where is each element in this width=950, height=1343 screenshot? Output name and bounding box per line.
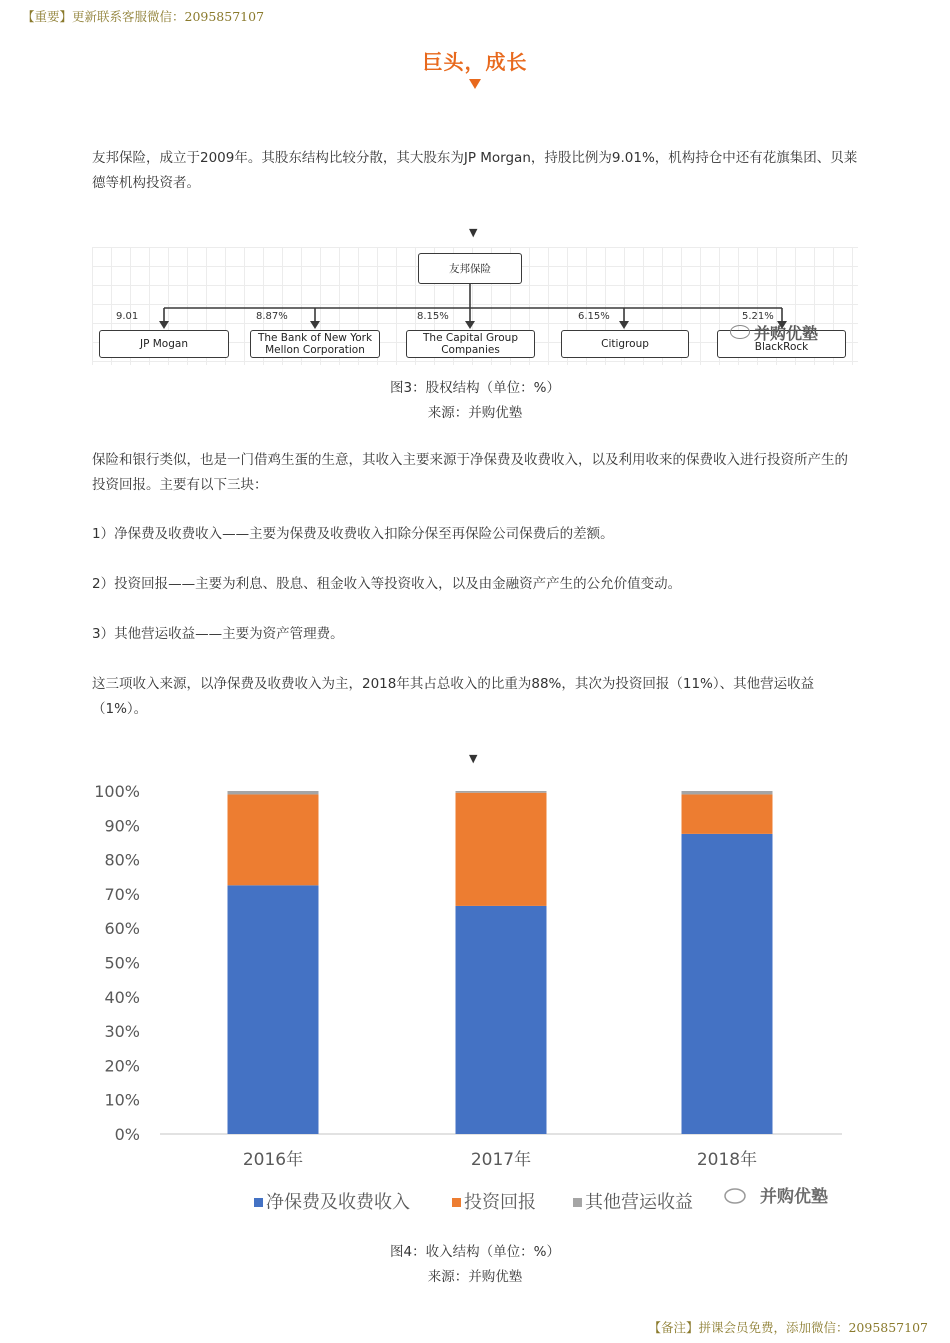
org-root-box: 友邦保险 — [418, 253, 522, 284]
revenue-paragraph: 保险和银行类似，也是一门借鸡生蛋的生意，其收入主要来源于净保费及收费收入，以及利用收来的保费收入进行投资所产生的投资回报。主要有以下三块： — [92, 452, 848, 493]
legend-swatch — [573, 1198, 582, 1207]
item-2: 2）投资回报——主要为利息、股息、租金收入等投资收入，以及由金融资产产生的公允价值变动。 — [92, 576, 682, 592]
org-watermark: 并购优塾 — [754, 324, 819, 343]
shareholder-box: Citigroup — [561, 330, 689, 358]
header-notice: 【重要】更新联系客服微信：2095857107 — [22, 9, 265, 24]
shareholder-pct: 8.15% — [417, 311, 449, 322]
x-tick-label: 2018年 — [696, 1150, 758, 1170]
y-tick-label: 20% — [104, 1056, 140, 1076]
shareholder-box: The Capital Group Companies — [406, 330, 535, 358]
bar-segment — [456, 906, 547, 1134]
y-tick-label: 10% — [104, 1090, 140, 1110]
bar-segment — [228, 885, 319, 1134]
figure3-source: 来源：并购优塾 — [427, 405, 523, 421]
bar-segment — [228, 791, 319, 794]
section-title: 巨头，成长 — [422, 50, 528, 74]
y-tick-label: 50% — [104, 953, 140, 973]
shareholder-pct: 6.15% — [578, 311, 610, 322]
bar-segment — [456, 793, 547, 906]
x-tick-label: 2016年 — [242, 1150, 304, 1170]
revenue-structure-chart — [92, 775, 858, 1235]
summary-paragraph: 这三项收入来源，以净保费及收费收入为主，2018年其占总收入的比重为88%，其次为投资回报（11%）、其他营运收益（1%）。 — [92, 676, 815, 717]
shareholder-box: JP Mogan — [99, 330, 229, 358]
shareholder-pct: 5.21% — [742, 311, 774, 322]
legend-swatch — [452, 1198, 461, 1207]
figure4-caption: 图4：收入结构（单位：%） — [390, 1244, 560, 1260]
legend-label: 其他营运收益 — [585, 1192, 693, 1213]
footer-notice: 【备注】拼课会员免费，添加微信：2095857107 — [648, 1320, 928, 1335]
legend-swatch — [254, 1198, 263, 1207]
intro-paragraph: 友邦保险，成立于2009年。其股东结构比较分散，其大股东为JP Morgan，持股比例为9.01%，机构持仓中还有花旗集团、贝莱德等机构投资者。 — [92, 150, 858, 191]
bar-segment — [456, 791, 547, 793]
y-tick-label: 30% — [104, 1022, 140, 1042]
shareholder-box: BlackRock — [717, 330, 846, 358]
y-tick-label: 60% — [104, 919, 140, 939]
y-tick-label: 0% — [114, 1125, 140, 1144]
bar-segment — [682, 834, 773, 1134]
y-tick-label: 90% — [104, 816, 140, 836]
figure4-source: 来源：并购优塾 — [427, 1269, 523, 1285]
legend-label: 净保费及收费收入 — [266, 1192, 410, 1213]
x-tick-label: 2017年 — [470, 1150, 532, 1170]
wechat-watermark-icon — [730, 325, 750, 339]
bar-segment — [682, 791, 773, 794]
y-tick-label: 40% — [104, 987, 140, 1007]
title-arrow-icon — [469, 79, 481, 89]
y-tick-label: 70% — [104, 884, 140, 904]
y-tick-label: 80% — [104, 850, 140, 870]
figure3-marker: ▼ — [469, 226, 478, 239]
shareholder-pct: 9.01 — [116, 311, 139, 322]
bar-segment — [228, 794, 319, 885]
item-3: 3）其他营运收益——主要为资产管理费。 — [92, 626, 344, 642]
wechat-watermark-icon — [725, 1189, 745, 1203]
figure4-marker: ▼ — [469, 752, 478, 765]
shareholder-pct: 8.87% — [256, 311, 288, 322]
item-1: 1）净保费及收费收入——主要为保费及收费收入扣除分保至再保险公司保费后的差额。 — [92, 526, 614, 542]
legend-label: 投资回报 — [464, 1192, 536, 1213]
bar-segment — [682, 794, 773, 833]
figure3-caption: 图3：股权结构（单位：%） — [390, 380, 560, 396]
chart-watermark: 并购优塾 — [760, 1187, 828, 1207]
shareholder-box: The Bank of New York Mellon Corporation — [250, 330, 380, 358]
y-tick-label: 100% — [94, 782, 140, 801]
